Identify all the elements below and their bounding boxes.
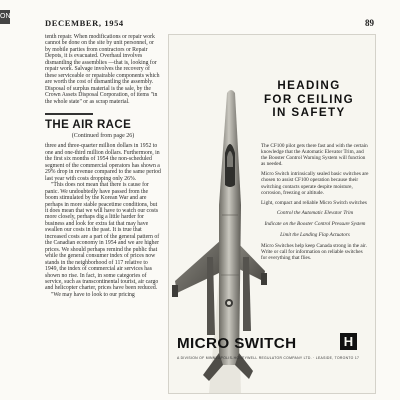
body-paragraph: "This does not mean that there is cause for panic. We undoubtedly have passed from the boom stimulated by the Korean War and are perhaps in more stable peacetime conditions, but it does mean that we will have to watch our costs more closely, perhaps dig a little harder for business and look for extra fat that may have swallen our costs in the past. It is true that increased costs are a part of the general pattern of the Canadian economy in 1954 and we are higher prices. We should perhaps remind the public that while the general consumer index of prices now stands in the neighborhood of 117 relative to 1949, the index of commercial air services has shown no rise. In fact, in some categories of service, such as transcontinental tourist, air cargo and helicopter charter, prices have been reduced. [45, 182, 160, 292]
ad-paragraph: The CF100 pilot gets there fast and with the certain knowledge that the Automatic Elevator Trim, and the Booster Control Warning System will function as needed. [261, 143, 368, 168]
ad-feature-item: Indicate on the Booster Control Pressure System [264, 220, 366, 227]
section-title: THE AIR RACE [45, 118, 132, 131]
section-rule [45, 113, 93, 115]
ad-heading-line: IN SAFETY [272, 106, 346, 119]
ad-closing: Micro Switches help keep Canada strong in the air. Write or call for information on reliable switches for everything that flies. [261, 243, 367, 262]
ad-paragraph: Light, compact and reliable Micro Switch switches [261, 199, 367, 206]
intro-paragraph: tenth repair. When modifications or repair work cannot be done on the site by unit personnel, or by mobile parties from contractors or Repair Depots, it is evacuated. Overhaul involves dismantling the assemblies —that is, looking for repair work. Salvage involves the recovery of these serviceable or repairable components which are worth the cost of dismantling the assembly. Disposal of surplus material is the sale, by the Crown Assets Disposal Corporation, of items "in the whole state" or as scrap material. [45, 34, 160, 105]
brand-wordmark: MICRO SWITCH [177, 335, 297, 352]
ad-feature-item: Control the Automatic Elevator Trim [276, 209, 354, 216]
ad-copy [261, 143, 369, 265]
continued-note: (Continued from page 26) [71, 132, 135, 139]
ad-paragraph: Micro Switch intrinsically sealed basic switches are chosen to assist CF100 operation because their switching contacts operate despite moisture, corrosion, freezing or altitude. [261, 171, 369, 196]
page-number: 89 [365, 18, 374, 28]
ad-heading-line: HEADING [277, 79, 341, 92]
body-paragraph: three and three-quarter million dollars in 1952 to one and one-third million dollars. Furthermore, in the first six months of 1954 the non-scheduled segment of the commercial operators has shown a 29% drop in revenue compared to the same period last year with costs dropping only 26%. [45, 143, 161, 182]
body-paragraph: "We may have to look to our pricing [51, 291, 135, 298]
brand-subline: A DIVISION OF MINNEAPOLIS-HONEYWELL REGULATOR COMPANY LTD. · LEASIDE, TORONTO 17 [177, 356, 360, 360]
ad-heading-line: FOR CEILING [263, 92, 355, 106]
advertisement [168, 34, 376, 394]
brand-logo-mark: H [340, 333, 357, 350]
running-header-date: DECEMBER, 1954 [45, 18, 124, 28]
edge-tab: ON [0, 10, 10, 24]
left-text-column [45, 34, 161, 298]
ad-heading [247, 79, 371, 120]
ad-feature-item: Limit the Landing Flap Actuators [280, 232, 350, 239]
